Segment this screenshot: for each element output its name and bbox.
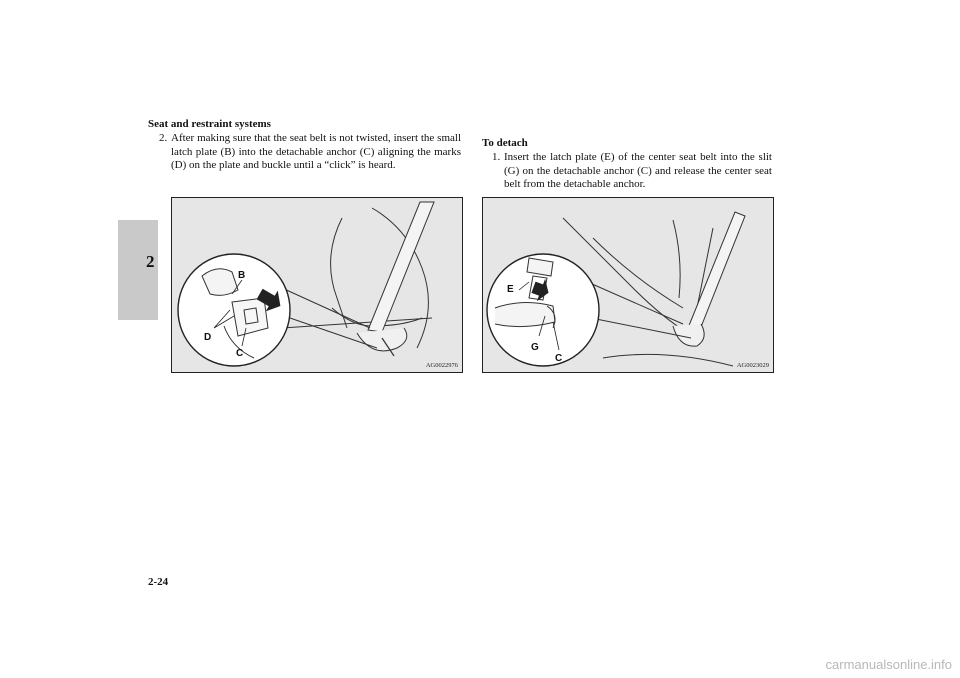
detach-step-text: Insert the latch plate (E) of the center seat belt into the slit (G) on the detachable anchor (C) and release the center seat belt from the detachable anchor.	[504, 151, 772, 191]
callout-c: C	[236, 348, 244, 359]
section-header: Seat and restraint systems	[148, 118, 271, 130]
detach-figure	[482, 197, 774, 373]
callout-b: B	[238, 270, 246, 281]
callout-e: E	[507, 284, 514, 295]
chapter-number: 2	[146, 252, 155, 271]
detach-step	[492, 151, 772, 192]
install-step-number: 2.	[159, 132, 168, 144]
install-step	[159, 132, 461, 173]
figure-code: AG0022976	[425, 362, 458, 369]
detach-heading: To detach	[482, 137, 528, 149]
install-illustration	[172, 198, 462, 372]
page-number: 2-24	[148, 576, 169, 588]
install-step-text: After making sure that the seat belt is not twisted, insert the small latch plate (B) into the detachable anchor (C) aligning the marks (D) on the plate and buckle until a “click” is heard.	[171, 132, 461, 172]
callout-g: G	[531, 342, 539, 353]
watermark: carmanualsonline.info	[825, 657, 952, 672]
detach-illustration	[483, 198, 773, 372]
detach-step-number: 1.	[492, 151, 501, 163]
install-figure	[171, 197, 463, 373]
callout-d: D	[204, 332, 212, 343]
figure-code: AG0023029	[736, 362, 769, 369]
callout-c: C	[555, 353, 563, 364]
